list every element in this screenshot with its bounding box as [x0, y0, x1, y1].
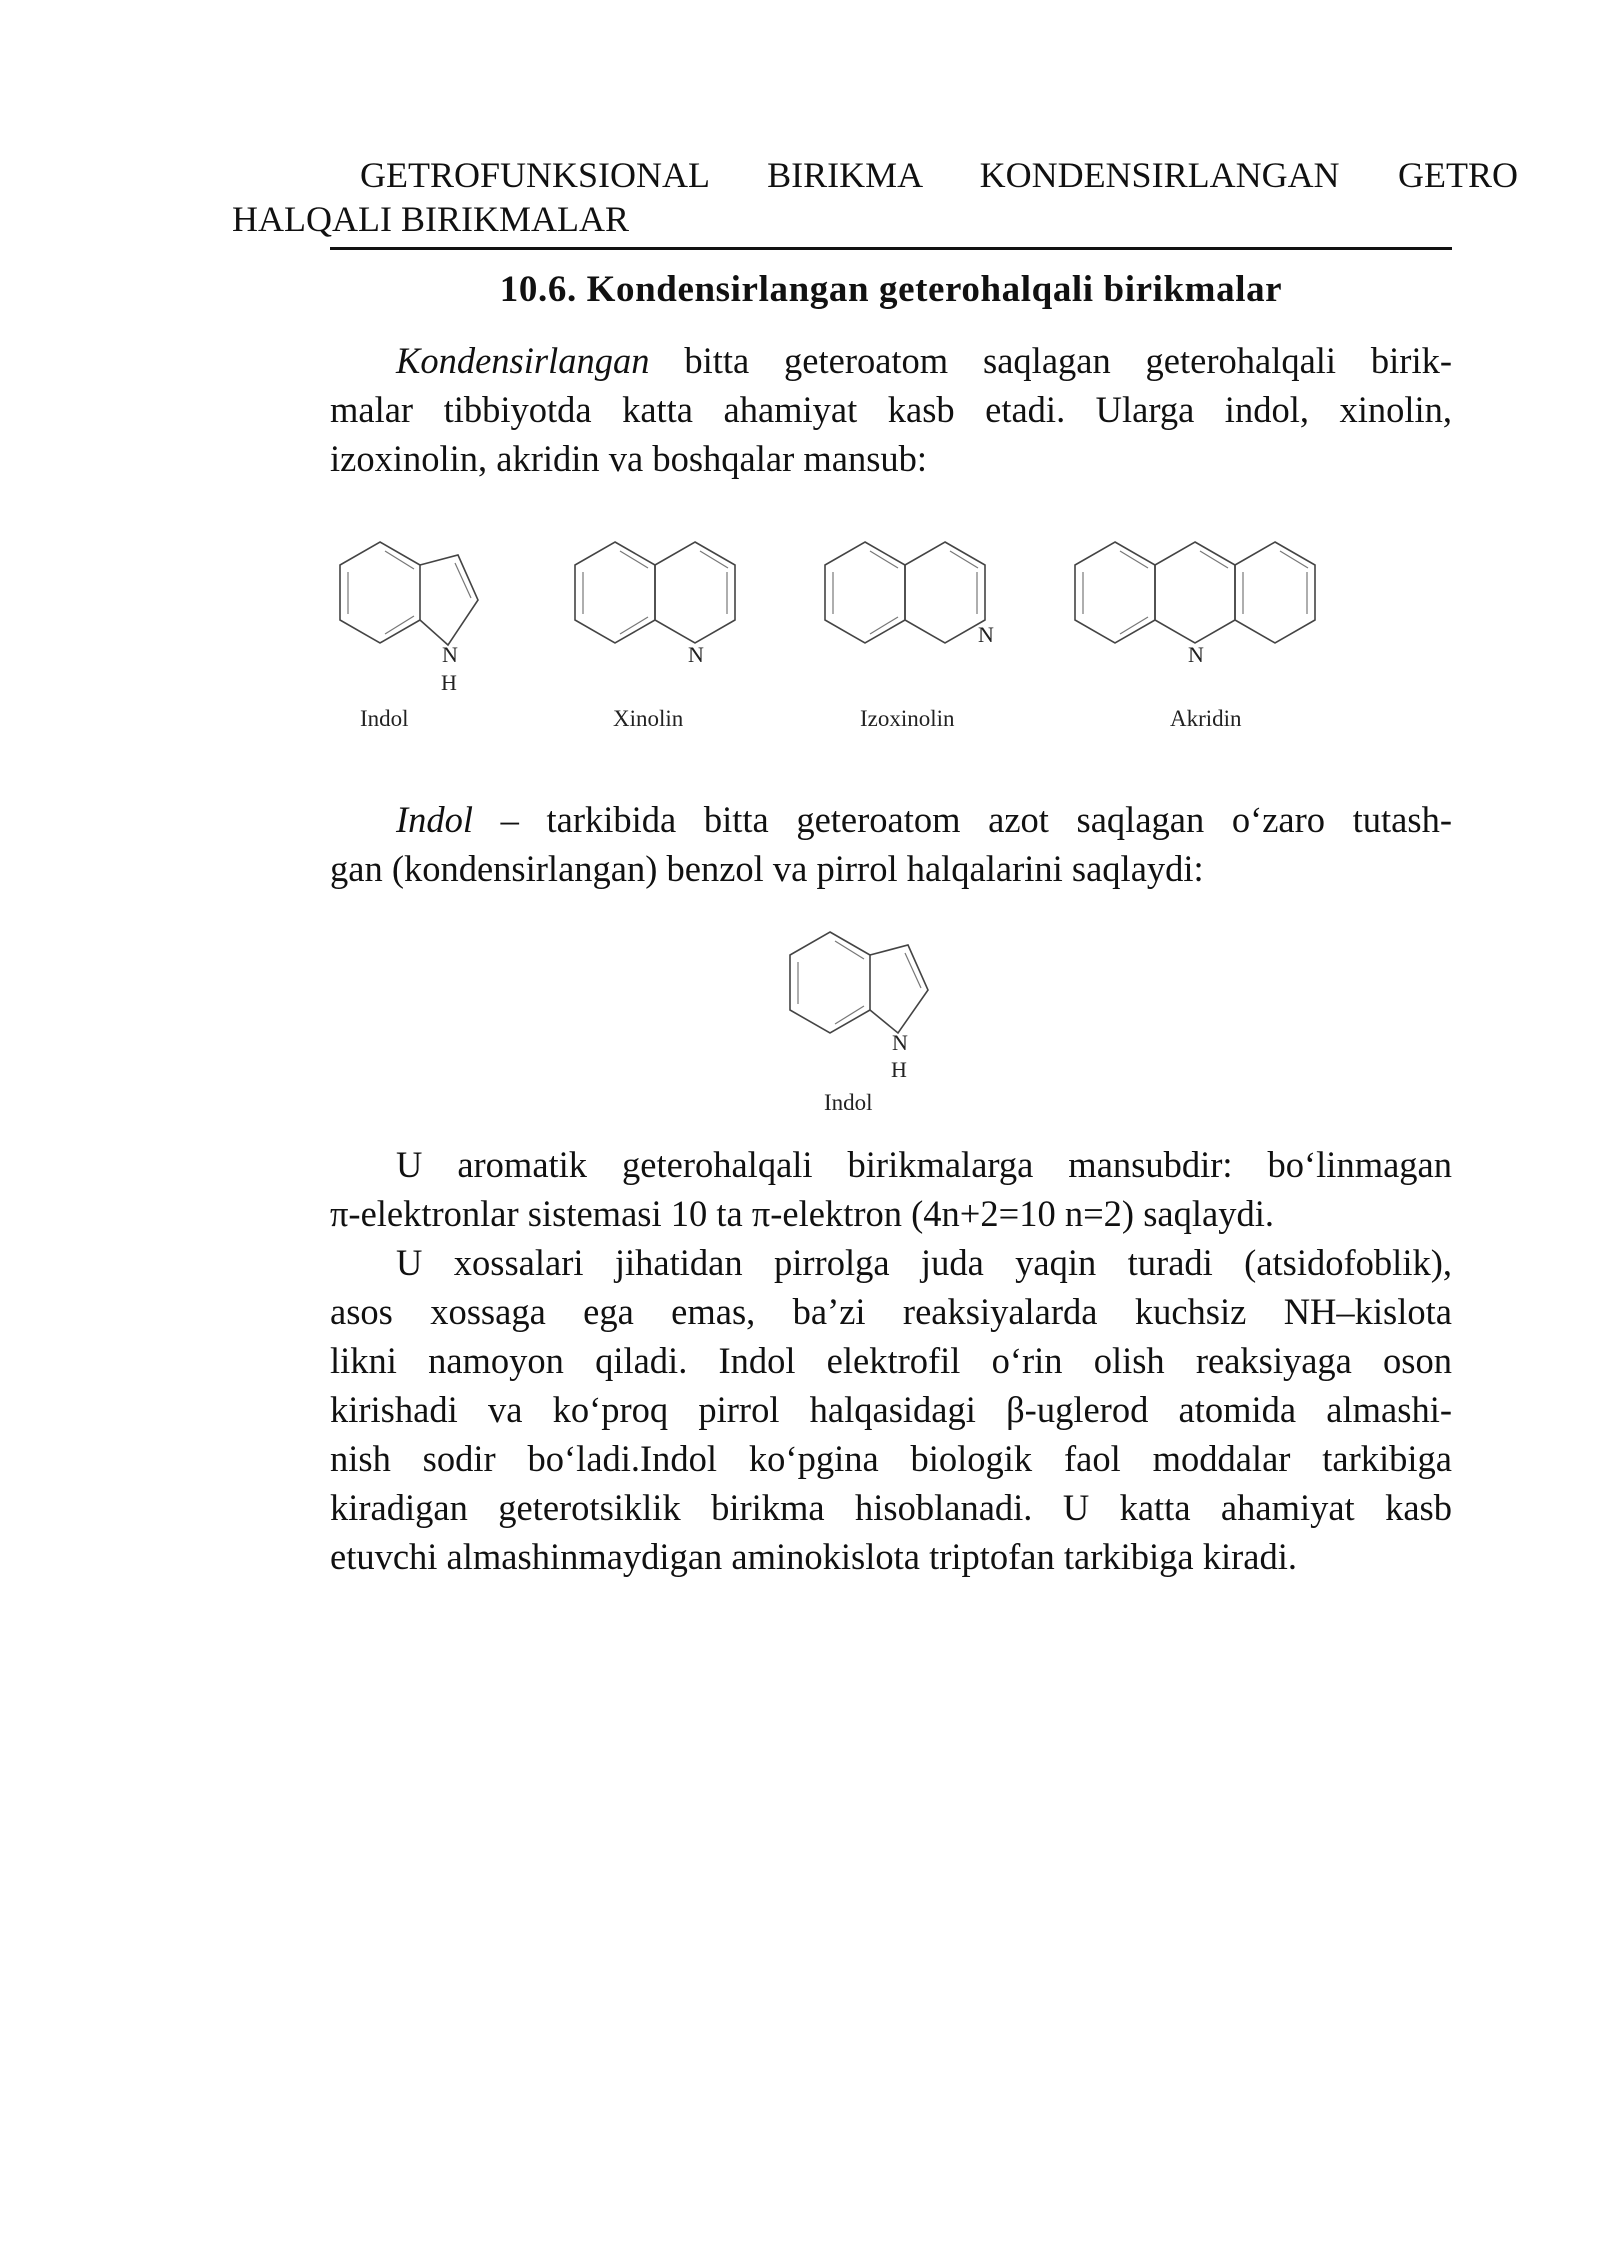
- xinolin-structure: [575, 542, 735, 731]
- akridin-label: Akridin: [1170, 706, 1242, 731]
- indol-label: Indol: [360, 706, 409, 731]
- intro-paragraph: [330, 336, 1452, 483]
- indol-figure: [770, 920, 1030, 1120]
- running-head-line2: HALQALI BIRIKMALAR: [232, 199, 629, 239]
- indol-structure: [340, 542, 478, 731]
- indol-figure-label: Indol: [824, 1090, 873, 1115]
- intro-line-3: izoxinolin, akridin va boshqalar mansub:: [330, 438, 928, 479]
- indol-paragraph: [330, 795, 1452, 893]
- properties-paragraph: [330, 1238, 1452, 1581]
- izoxinolin-structure: [825, 542, 994, 731]
- heterocycle-structures-row: [330, 530, 1452, 740]
- aromatic-paragraph: [330, 1140, 1452, 1238]
- indol-italic-term: Indol: [396, 799, 474, 840]
- running-head: [232, 153, 1518, 241]
- indol-hydrogen-atom: H: [441, 670, 457, 695]
- xinolin-nitrogen-atom: N: [688, 642, 704, 667]
- properties-line-6: kiradigan geterotsiklik birikma hisoblanadi. U katta ahamiyat kasb: [330, 1487, 1452, 1528]
- properties-line-3: likni namoyon qiladi. Indol elektrofil o‘rin olish reaksiyaga oson: [330, 1340, 1452, 1381]
- section-title: 10.6. Kondensirlangan geterohalqali birikmalar: [499, 269, 1283, 310]
- izoxinolin-label: Izoxinolin: [860, 706, 955, 731]
- intro-line-1: Kondensirlangan bitta geteroatom saqlagan geterohalqali birik-: [396, 340, 1452, 381]
- properties-line-5: nish sodir bo‘ladi.Indol ko‘pgina biologik faol moddalar tarkibiga: [330, 1438, 1452, 1479]
- header-rule: [330, 247, 1452, 250]
- properties-line-4: kirishadi va ko‘proq pirrol halqasidagi β-uglerod atomida almashi-: [330, 1389, 1452, 1430]
- indol-figure-nitrogen-atom: N: [892, 1030, 908, 1055]
- xinolin-label: Xinolin: [613, 706, 684, 731]
- indol-line-2: gan (kondensirlangan) benzol va pirrol halqalarini saqlaydi:: [330, 848, 1204, 889]
- properties-line-2: asos xossaga ega emas, ba’zi reaksiyalarda kuchsiz NH–kislota: [330, 1291, 1452, 1332]
- indol-nitrogen-atom: N: [442, 642, 458, 667]
- akridin-nitrogen-atom: N: [1188, 642, 1204, 667]
- aromatic-line-1: U aromatik geterohalqali birikmalarga mansubdir: bo‘linmagan: [396, 1144, 1452, 1185]
- intro-italic-term: Kondensirlangan: [396, 340, 650, 381]
- akridin-structure: [1075, 542, 1315, 731]
- indol-line-1: Indol – tarkibida bitta geteroatom azot saqlagan o‘zaro tutash-: [396, 799, 1452, 840]
- aromatic-line-2: π-elektronlar sistemasi 10 ta π-elektron (4n+2=10 n=2) saqlaydi.: [330, 1193, 1274, 1234]
- properties-line-7: etuvchi almashinmaydigan aminokislota triptofan tarkibiga kiradi.: [330, 1536, 1298, 1577]
- indol-figure-hydrogen-atom: H: [891, 1057, 907, 1082]
- running-head-line1: GETROFUNKSIONAL BIRIKMA KONDENSIRLANGAN GETRO: [360, 155, 1518, 195]
- intro-line-2: malar tibbiyotda katta ahamiyat kasb etadi. Ularga indol, xinolin,: [330, 389, 1452, 430]
- properties-line-1: U xossalari jihatidan pirrolga juda yaqin turadi (atsidofoblik),: [396, 1242, 1452, 1283]
- izoxinolin-nitrogen-atom: N: [978, 622, 994, 647]
